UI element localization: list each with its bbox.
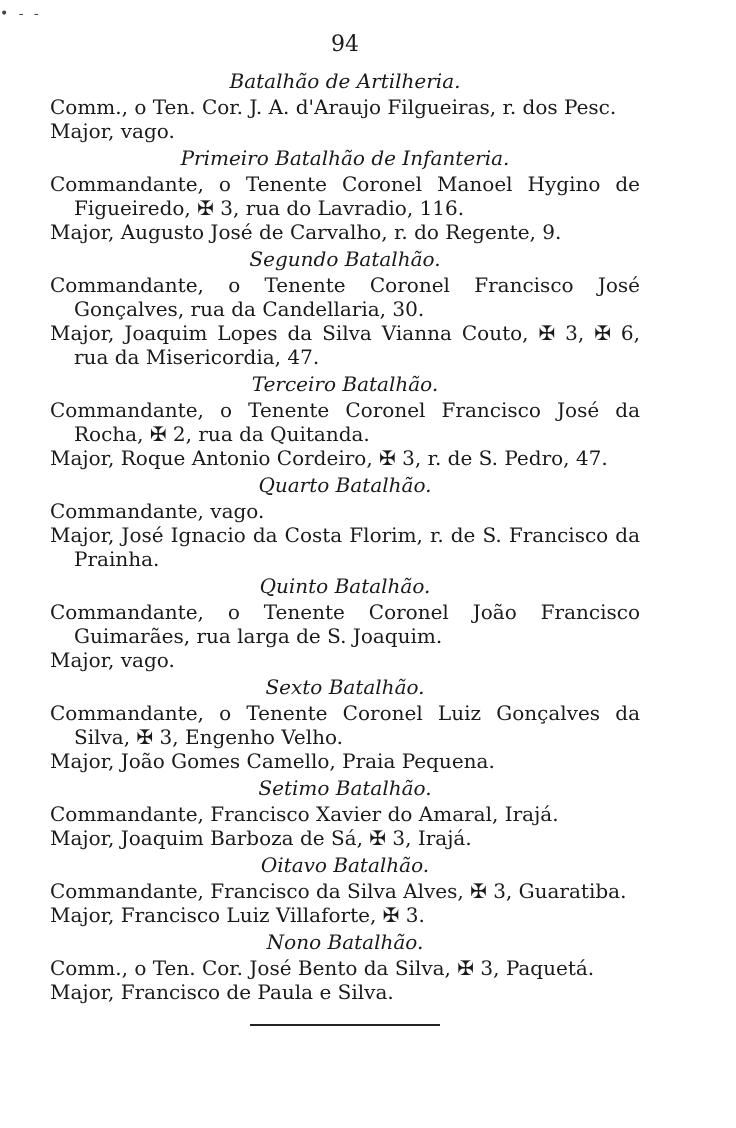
entry-major: Major, Francisco de Paula e Silva. [50, 980, 394, 1004]
section-setimo-batalhao [50, 775, 640, 850]
entry-commandante: Commandante, o Tenente Coronel João Francisco Guimarães, rua larga de S. Joaquim. [50, 600, 640, 648]
section-oitavo-batalhao [50, 852, 640, 927]
document-page [50, 30, 640, 1026]
section-title: Quinto Batalhão. [259, 574, 431, 598]
closing-rule [250, 1024, 440, 1026]
section-nono-batalhao [50, 929, 640, 1004]
section-quarto-batalhao [50, 472, 640, 571]
entry-commandante: Commandante, o Tenente Coronel Francisco José da Rocha, ✠ 2, rua da Quitanda. [50, 398, 640, 446]
section-quinto-batalhao [50, 573, 640, 672]
entry-major: Major, Joaquim Lopes da Silva Vianna Couto, ✠ 3, ✠ 6, rua da Misericordia, 47. [50, 321, 640, 369]
section-title: Segundo Batalhão. [249, 247, 441, 271]
section-artilheria [50, 68, 640, 143]
entry-major: Major, José Ignacio da Costa Florim, r. de S. Francisco da Prainha. [50, 523, 640, 571]
section-sexto-batalhao [50, 674, 640, 773]
page-number: 94 [331, 32, 359, 57]
entry-commandante: Commandante, o Tenente Coronel Manoel Hygino de Figueiredo, ✠ 3, rua do Lavradio, 116. [50, 172, 640, 220]
entry-commandante: Commandante, o Tenente Coronel Luiz Gonçalves da Silva, ✠ 3, Engenho Velho. [50, 701, 640, 749]
entry-major: Major, vago. [50, 119, 175, 143]
section-title: Quarto Batalhão. [258, 473, 432, 497]
section-title: Batalhão de Artilheria. [229, 69, 461, 93]
entry-major: Major, Augusto José de Carvalho, r. do Regente, 9. [50, 220, 562, 244]
section-segundo-batalhao [50, 246, 640, 369]
section-title: Terceiro Batalhão. [251, 372, 439, 396]
section-primeiro-batalhao [50, 145, 640, 244]
section-title: Primeiro Batalhão de Infanteria. [180, 146, 510, 170]
entry-commandante: Commandante, o Tenente Coronel Francisco José Gonçalves, rua da Candellaria, 30. [50, 273, 640, 321]
section-title: Setimo Batalhão. [258, 776, 432, 800]
entry-major: Major, Roque Antonio Cordeiro, ✠ 3, r. de S. Pedro, 47. [50, 446, 608, 470]
entry-commandante: Commandante, Francisco da Silva Alves, ✠ 3, Guaratiba. [50, 879, 627, 903]
entry-major: Major, João Gomes Camello, Praia Pequena. [50, 749, 495, 773]
entry-commandante: Commandante, vago. [50, 499, 265, 523]
entry-major: Major, Joaquim Barboza de Sá, ✠ 3, Irajá. [50, 826, 472, 850]
corner-marks: • - - [0, 6, 42, 22]
section-title: Nono Batalhão. [266, 930, 424, 954]
section-terceiro-batalhao [50, 371, 640, 470]
entry-commandante: Comm., o Ten. Cor. José Bento da Silva, ✠ 3, Paquetá. [50, 956, 595, 980]
entry-major: Major, Francisco Luiz Villaforte, ✠ 3. [50, 903, 425, 927]
section-title: Oitavo Batalhão. [260, 853, 430, 877]
section-title: Sexto Batalhão. [265, 675, 425, 699]
entry-major: Major, vago. [50, 648, 175, 672]
entry-commandante: Comm., o Ten. Cor. J. A. d'Araujo Filgueiras, r. dos Pesc. [50, 95, 617, 119]
entry-commandante: Commandante, Francisco Xavier do Amaral, Irajá. [50, 802, 559, 826]
